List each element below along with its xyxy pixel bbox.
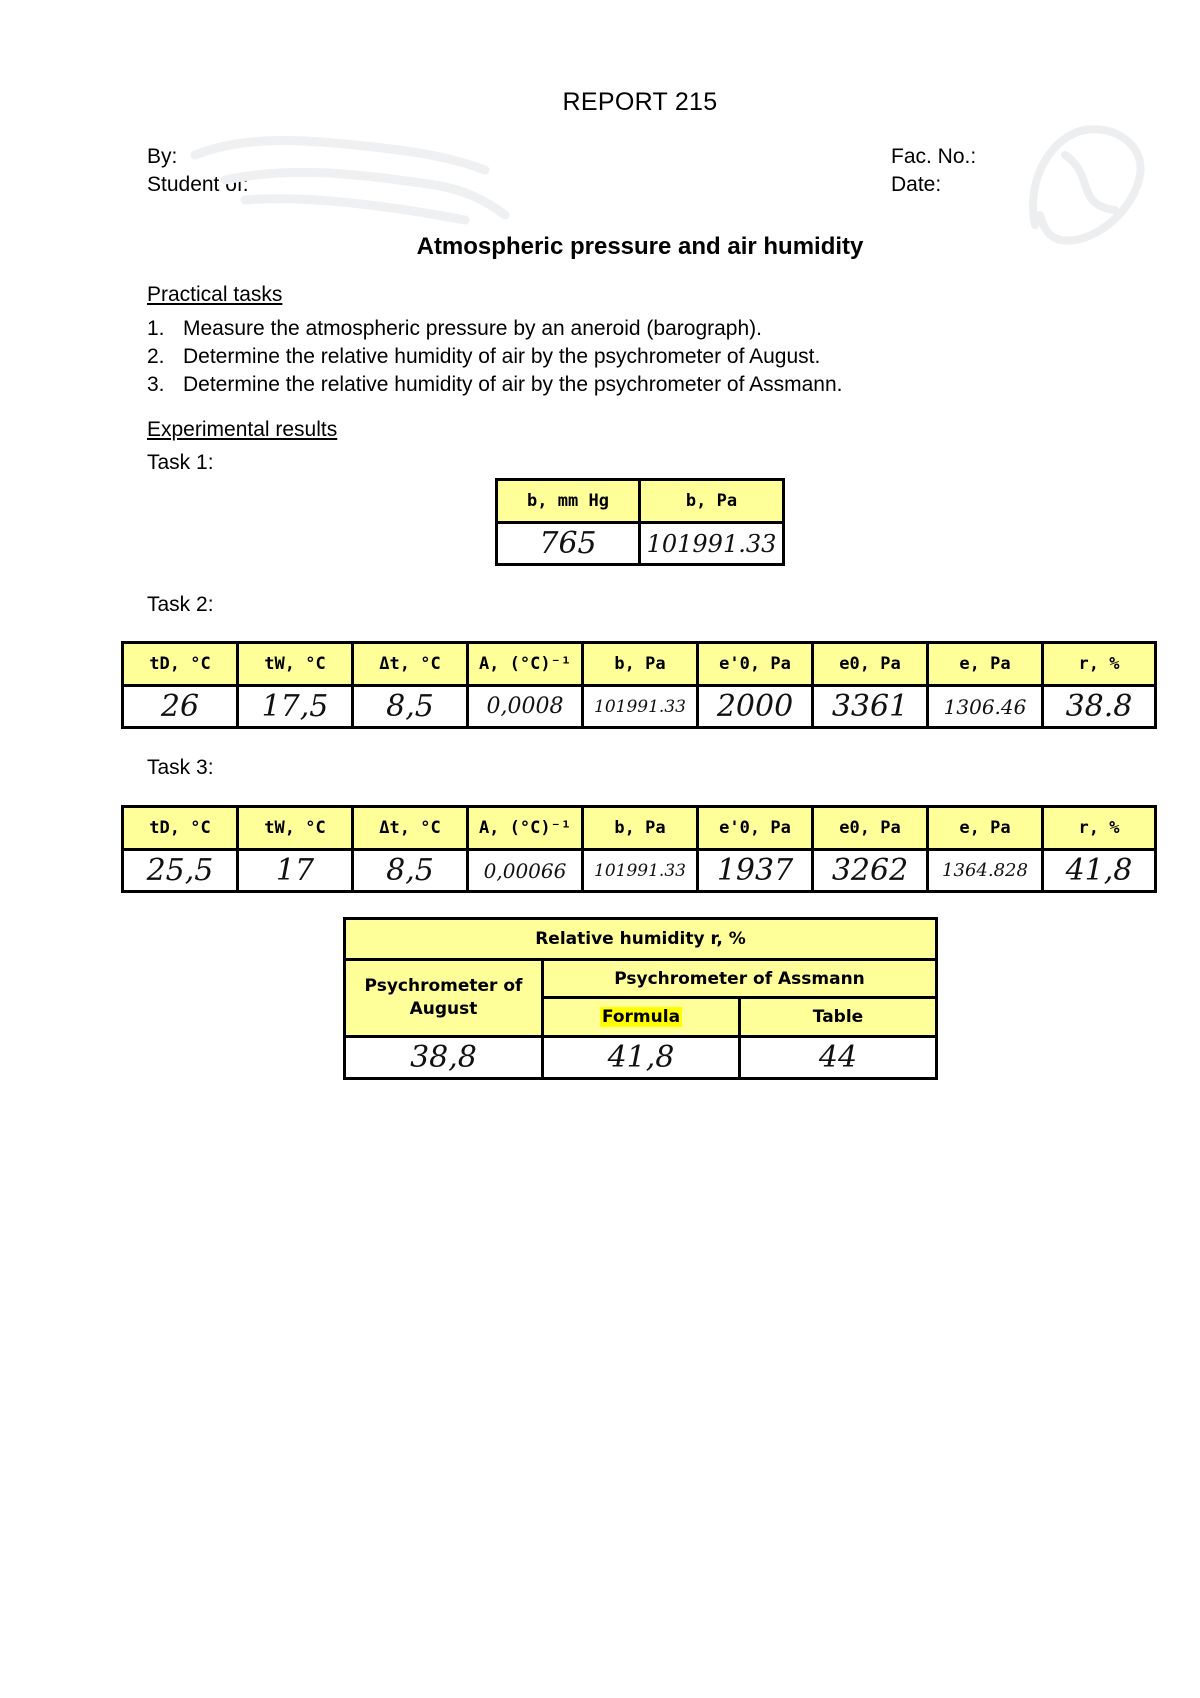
- summary-title: Relative humidity r, %: [345, 919, 937, 960]
- header-t-dry: tD, °C: [123, 643, 238, 686]
- task-number: 2.: [147, 345, 165, 368]
- formula-header: Formula: [601, 1007, 681, 1027]
- value-b-pa: 101991.33: [583, 850, 698, 892]
- header-a-coefficient: A, (°C)⁻¹: [468, 643, 583, 686]
- task3-label: Task 3:: [147, 756, 214, 779]
- value-august: 38,8: [345, 1037, 543, 1079]
- practical-task-item: [147, 343, 842, 371]
- task2-table: [121, 641, 1157, 729]
- value-e0: 3361: [813, 686, 928, 728]
- experimental-results-heading: Experimental results: [147, 418, 338, 441]
- value-t-wet: 17: [238, 850, 353, 892]
- task-number: 3.: [147, 373, 165, 396]
- header-r: r, %: [1043, 643, 1156, 686]
- value-e-prime-0: 1937: [698, 850, 813, 892]
- task3-table: [121, 805, 1157, 893]
- value-assmann-table: 44: [740, 1037, 937, 1079]
- task1-table: [495, 478, 785, 566]
- date-label: Date:: [891, 173, 942, 196]
- practical-tasks-heading: Practical tasks: [147, 283, 283, 306]
- header-t-wet: tW, °C: [238, 643, 353, 686]
- header-e-prime-0: e'0, Pa: [698, 643, 813, 686]
- value-assmann-formula: 41,8: [543, 1037, 740, 1079]
- task-text: Determine the relative humidity of air by the psychrometer of Assmann.: [183, 373, 843, 396]
- redacted-faculty-scribble: [1015, 115, 1165, 250]
- header-a-coefficient: A, (°C)⁻¹: [468, 807, 583, 850]
- header-e0: e0, Pa: [813, 643, 928, 686]
- redacted-name-scribble: [185, 125, 515, 225]
- header-delta-t: Δt, °C: [353, 643, 468, 686]
- task-text: Determine the relative humidity of air by the psychrometer of August.: [183, 345, 821, 368]
- relative-humidity-summary-table: [343, 917, 938, 1080]
- value-delta-t: 8,5: [353, 850, 468, 892]
- header-t-dry: tD, °C: [123, 807, 238, 850]
- student-label: Student of:: [147, 173, 249, 196]
- value-r: 41,8: [1043, 850, 1156, 892]
- value-e: 1364.828: [928, 850, 1043, 892]
- task1-label: Task 1:: [147, 451, 214, 474]
- practical-task-item: [147, 315, 842, 343]
- value-r: 38.8: [1043, 686, 1156, 728]
- by-label: By:: [147, 145, 178, 168]
- header-t-wet: tW, °C: [238, 807, 353, 850]
- header-b-pa: b, Pa: [583, 643, 698, 686]
- fac-no-label: Fac. No.:: [891, 145, 977, 168]
- value-t-dry: 25,5: [123, 850, 238, 892]
- practical-tasks-list: [147, 315, 842, 399]
- header-e0: e0, Pa: [813, 807, 928, 850]
- task-text: Measure the atmospheric pressure by an aneroid (barograph).: [183, 317, 762, 340]
- value-b-pa: 101991.33: [583, 686, 698, 728]
- header-e: e, Pa: [928, 643, 1043, 686]
- value-b-pa: 101991.33: [640, 523, 784, 565]
- header-b-pa: b, Pa: [583, 807, 698, 850]
- august-header: Psychrometer of August: [345, 960, 543, 1037]
- header-e: e, Pa: [928, 807, 1043, 850]
- report-title: REPORT 215: [562, 88, 718, 116]
- formula-header-cell: [543, 998, 740, 1037]
- value-a-coefficient: 0,0008: [468, 686, 583, 728]
- value-e0: 3262: [813, 850, 928, 892]
- value-t-wet: 17,5: [238, 686, 353, 728]
- assmann-header: Psychrometer of Assmann: [543, 960, 937, 998]
- practical-task-item: [147, 371, 842, 399]
- value-b-mmhg: 765: [497, 523, 640, 565]
- header-r: r, %: [1043, 807, 1156, 850]
- header-e-prime-0: e'0, Pa: [698, 807, 813, 850]
- value-a-coefficient: 0,00066: [468, 850, 583, 892]
- value-delta-t: 8,5: [353, 686, 468, 728]
- header-b-mmhg: b, mm Hg: [497, 480, 640, 523]
- task2-label: Task 2:: [147, 593, 214, 616]
- task-number: 1.: [147, 317, 165, 340]
- table-header: Table: [740, 998, 937, 1037]
- header-b-pa: b, Pa: [640, 480, 784, 523]
- value-t-dry: 26: [123, 686, 238, 728]
- header-delta-t: Δt, °C: [353, 807, 468, 850]
- value-e-prime-0: 2000: [698, 686, 813, 728]
- document-title: Atmospheric pressure and air humidity: [416, 233, 864, 260]
- value-e: 1306.46: [928, 686, 1043, 728]
